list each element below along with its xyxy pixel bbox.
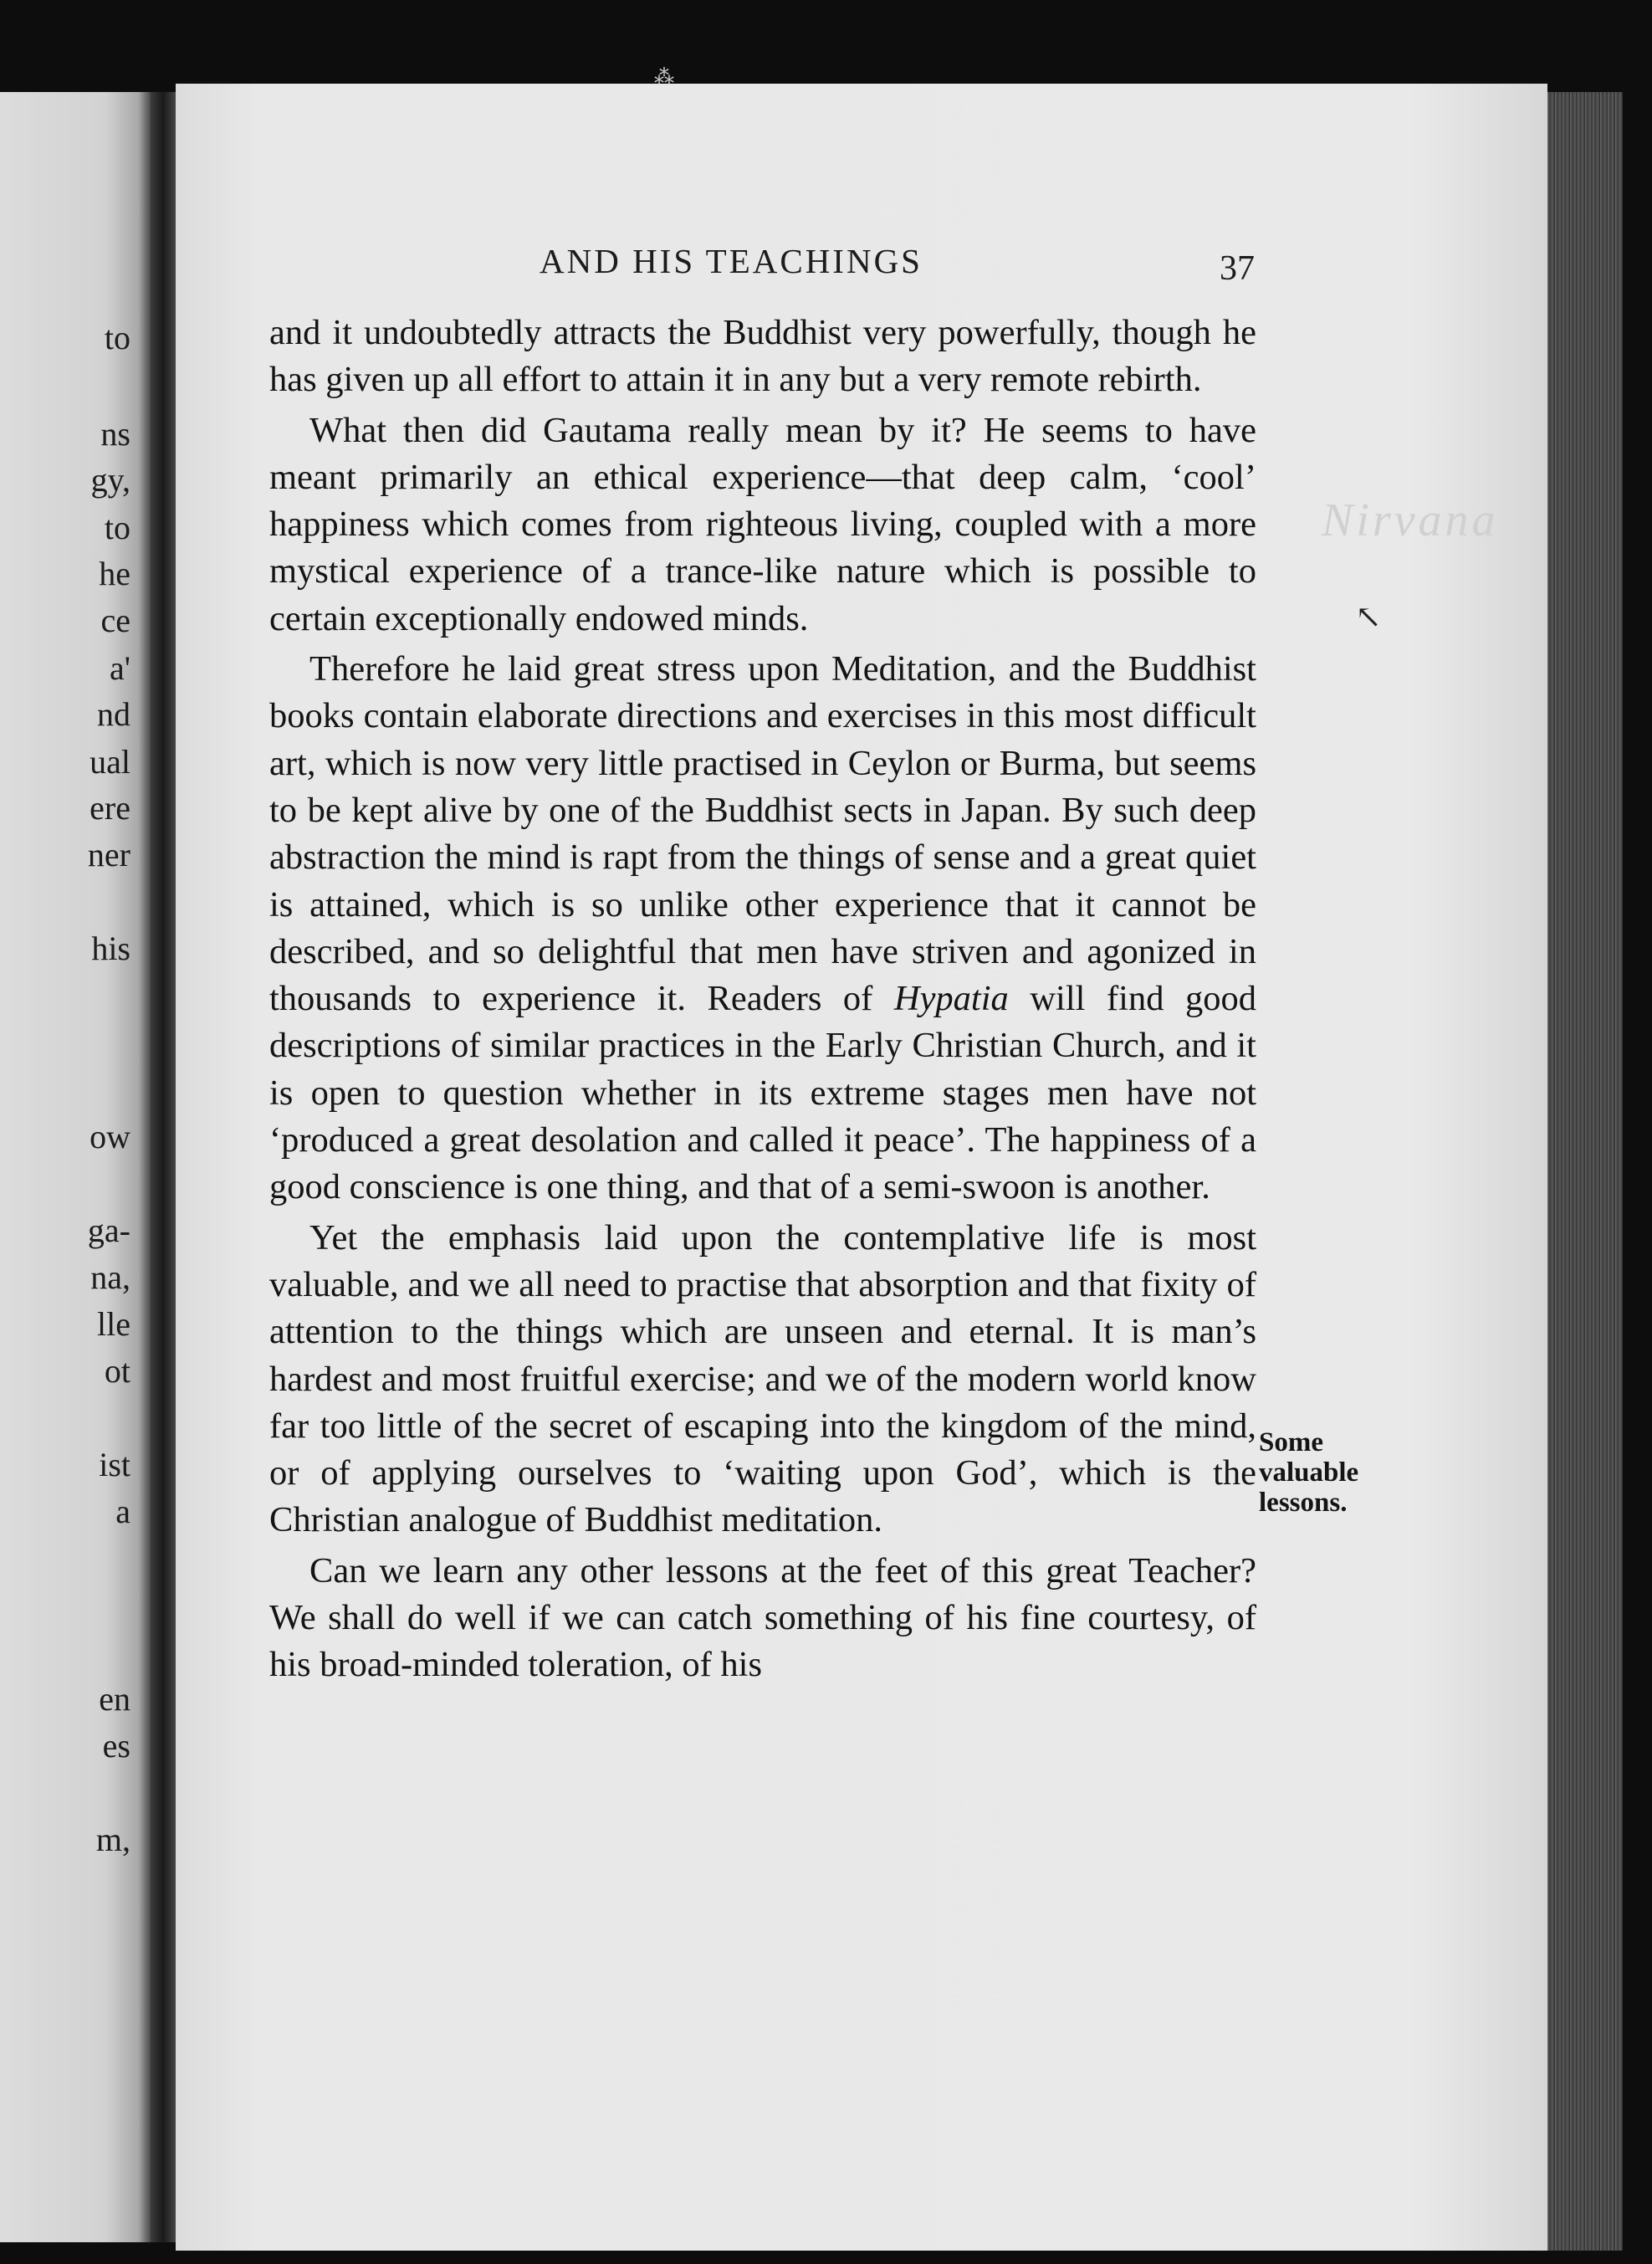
left-fragment: to (104, 509, 130, 546)
paragraph-text: Therefore he laid great stress upon Meditation, and the Buddhist books contain elaborate directions and exercises in this most difficult art, which is now very little practised in Ceylon or Burma, but seems to be kept alive by one of the Buddhist sects in Japan. By such deep abstraction the mind is rapt from the things of sense and a great quiet is attained, which is so unlike other experience that it cannot be described, and so delightful that men have striven and agonized in thousands to experience it. Readers of (269, 649, 1256, 1019)
left-fragment: ow (90, 1118, 130, 1155)
left-fragment: ot (104, 1352, 130, 1390)
left-fragment: he (99, 555, 130, 592)
left-fragment: a (115, 1493, 130, 1530)
left-fragment: a' (110, 649, 130, 687)
running-head: AND HIS TEACHINGS (540, 242, 923, 280)
left-fragment: en (99, 1680, 130, 1718)
book-title: Hypatia (893, 979, 1009, 1019)
left-fragment: his (91, 930, 130, 967)
paragraph: Can we learn any other lessons at the feet of this great Teacher? We shall do well if we can catch something of his fine courtesy, of his broad-minded toleration, of his (269, 1550, 1256, 1685)
page-edge (1547, 92, 1623, 2251)
left-fragment: ual (90, 743, 130, 781)
left-fragment: ere (90, 789, 130, 827)
left-fragment: ist (99, 1446, 130, 1483)
scan-speck: ⁂ (654, 67, 674, 89)
body-text (269, 310, 1256, 1689)
left-fragment: m, (95, 1821, 130, 1858)
paragraph (269, 646, 1256, 1211)
paragraph: Yet the emphasis laid upon the contemplative life is most valuable, and we all need to practise that absorption and that fixity of attention to the things which are unseen and eternal. It is man’s hardest and most fruitful exercise; and we of the modern world know far too little of the secret of escaping into the kingdom of the mind, or of applying ourselves to ‘waiting upon God’, which is the Christian analogue of Buddhist meditation. (269, 1217, 1256, 1540)
book-gutter (151, 92, 176, 2242)
left-fragment: nd (97, 695, 130, 733)
left-fragment: ga- (87, 1211, 130, 1249)
left-fragment: ner (87, 836, 130, 873)
paragraph-text: will find good descriptions of similar practices in the Early Christian Church, and it is open to question whether in its extreme stages men have not ‘produced a great desolation and called it peace’. The happiness of a good conscience is one thing, and that of a semi-swoon is another. (269, 979, 1257, 1207)
left-fragment: to (104, 319, 130, 356)
paragraph: What then did Gautama really mean by it? He seems to have meant primarily an ethical experience—that deep calm, ‘cool’ happiness which comes from righteous living, coupled with a more mystical experience of a trance-like nature which is possible to certain exceptionally endowed minds. (269, 410, 1256, 638)
facing-page (0, 92, 151, 2242)
left-fragment: na, (90, 1258, 130, 1296)
paragraph: and it undoubtedly attracts the Buddhist very powerfully, though he has given up all effort to attain it in any but a very remote rebirth. (269, 313, 1256, 400)
left-fragment: ns (100, 415, 130, 453)
left-fragment: es (102, 1727, 130, 1765)
left-fragment: gy, (90, 461, 130, 499)
tick-mark-icon: ↖ (1355, 600, 1382, 635)
left-fragment: lle (97, 1305, 130, 1343)
page-number: 37 (1220, 249, 1255, 288)
margin-note: Some valuable lessons. (1259, 1427, 1359, 1518)
pencil-annotation: Nirvana (1322, 494, 1499, 546)
left-fragment: ce (100, 602, 130, 639)
